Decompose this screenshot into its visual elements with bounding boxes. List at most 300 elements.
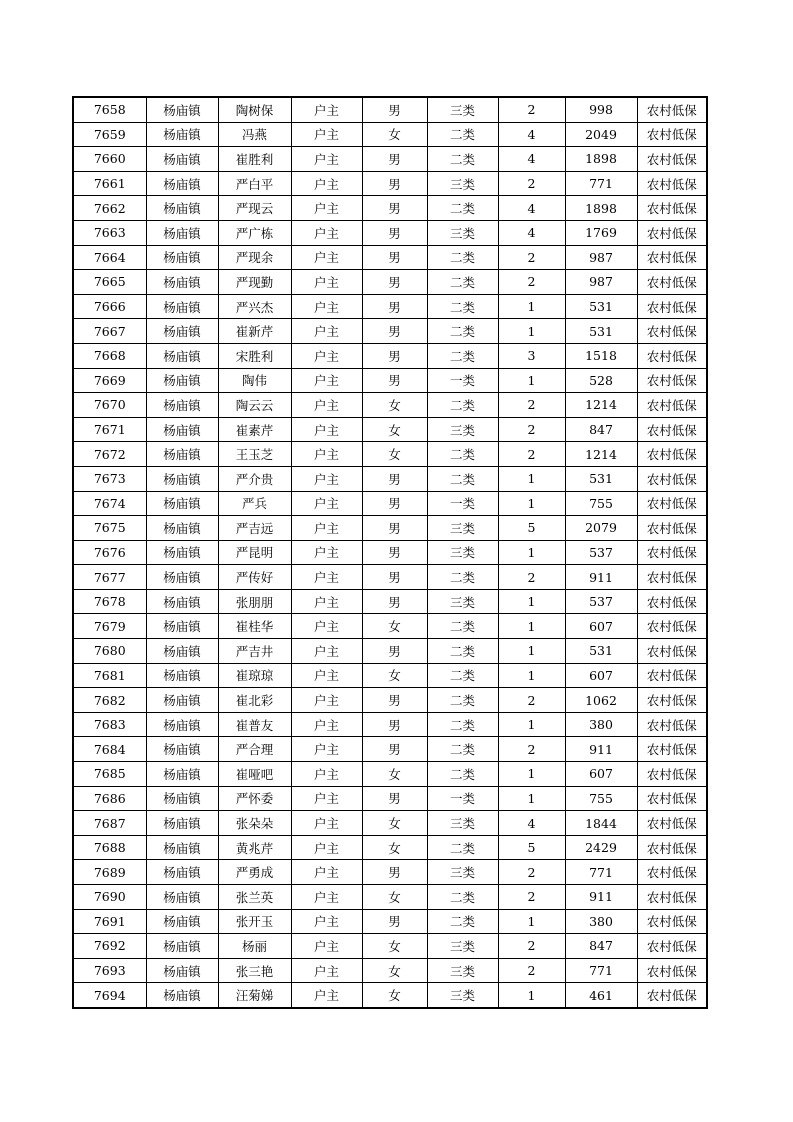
category-cell: 二类 [427,270,498,295]
name-cell: 严吉井 [218,639,291,664]
relation-cell: 户主 [291,712,362,737]
name-cell: 严现云 [218,196,291,221]
type-cell: 农村低保 [637,516,707,541]
name-cell: 杨丽 [218,934,291,959]
table-row [73,220,707,245]
members-cell: 1 [498,491,565,516]
members-cell: 5 [498,516,565,541]
category-cell: 三类 [427,958,498,983]
category-cell: 一类 [427,491,498,516]
relation-cell: 户主 [291,393,362,418]
name-cell: 陶伟 [218,368,291,393]
name-cell: 张开玉 [218,909,291,934]
serial-cell: 7692 [73,934,146,959]
relation-cell: 户主 [291,835,362,860]
name-cell: 崔桂华 [218,614,291,639]
category-cell: 三类 [427,417,498,442]
category-cell: 二类 [427,343,498,368]
town-cell: 杨庙镇 [146,343,218,368]
name-cell: 严昆明 [218,540,291,565]
name-cell: 严兴杰 [218,294,291,319]
amount-cell: 528 [565,368,637,393]
relation-cell: 户主 [291,885,362,910]
town-cell: 杨庙镇 [146,958,218,983]
relation-cell: 户主 [291,466,362,491]
gender-cell: 女 [362,811,427,836]
name-cell: 严现余 [218,245,291,270]
name-cell: 崔琼琼 [218,663,291,688]
name-cell: 严吉远 [218,516,291,541]
type-cell: 农村低保 [637,958,707,983]
amount-cell: 1214 [565,393,637,418]
members-cell: 2 [498,565,565,590]
relation-cell: 户主 [291,958,362,983]
amount-cell: 771 [565,860,637,885]
table-row [73,762,707,787]
members-cell: 2 [498,245,565,270]
category-cell: 二类 [427,712,498,737]
members-cell: 1 [498,614,565,639]
table-row [73,491,707,516]
relation-cell: 户主 [291,97,362,122]
gender-cell: 女 [362,762,427,787]
gender-cell: 男 [362,540,427,565]
category-cell: 二类 [427,294,498,319]
category-cell: 二类 [427,565,498,590]
table-row [73,688,707,713]
amount-cell: 847 [565,417,637,442]
members-cell: 2 [498,688,565,713]
amount-cell: 998 [565,97,637,122]
table-row [73,171,707,196]
serial-cell: 7678 [73,589,146,614]
town-cell: 杨庙镇 [146,393,218,418]
serial-cell: 7674 [73,491,146,516]
category-cell: 三类 [427,589,498,614]
serial-cell: 7669 [73,368,146,393]
amount-cell: 607 [565,614,637,639]
gender-cell: 男 [362,294,427,319]
category-cell: 二类 [427,688,498,713]
serial-cell: 7670 [73,393,146,418]
name-cell: 严传好 [218,565,291,590]
table-row [73,811,707,836]
town-cell: 杨庙镇 [146,712,218,737]
gender-cell: 女 [362,958,427,983]
town-cell: 杨庙镇 [146,122,218,147]
table-row [73,147,707,172]
members-cell: 2 [498,417,565,442]
gender-cell: 女 [362,934,427,959]
relation-cell: 户主 [291,270,362,295]
name-cell: 崔新芹 [218,319,291,344]
members-cell: 1 [498,786,565,811]
serial-cell: 7681 [73,663,146,688]
members-cell: 2 [498,737,565,762]
table-row [73,909,707,934]
name-cell: 严白平 [218,171,291,196]
town-cell: 杨庙镇 [146,171,218,196]
type-cell: 农村低保 [637,294,707,319]
gender-cell: 女 [362,983,427,1008]
members-cell: 4 [498,196,565,221]
members-cell: 1 [498,294,565,319]
table-row [73,639,707,664]
town-cell: 杨庙镇 [146,147,218,172]
serial-cell: 7687 [73,811,146,836]
table-row [73,934,707,959]
relation-cell: 户主 [291,811,362,836]
name-cell: 张三艳 [218,958,291,983]
town-cell: 杨庙镇 [146,270,218,295]
amount-cell: 537 [565,540,637,565]
town-cell: 杨庙镇 [146,491,218,516]
serial-cell: 7672 [73,442,146,467]
table-row [73,540,707,565]
serial-cell: 7690 [73,885,146,910]
table-row [73,565,707,590]
type-cell: 农村低保 [637,688,707,713]
town-cell: 杨庙镇 [146,688,218,713]
members-cell: 1 [498,368,565,393]
gender-cell: 男 [362,491,427,516]
relation-cell: 户主 [291,909,362,934]
serial-cell: 7665 [73,270,146,295]
gender-cell: 男 [362,639,427,664]
relation-cell: 户主 [291,122,362,147]
table-row [73,614,707,639]
amount-cell: 911 [565,737,637,762]
town-cell: 杨庙镇 [146,663,218,688]
table-row [73,958,707,983]
gender-cell: 女 [362,614,427,639]
type-cell: 农村低保 [637,589,707,614]
amount-cell: 987 [565,245,637,270]
gender-cell: 男 [362,220,427,245]
table-row [73,270,707,295]
town-cell: 杨庙镇 [146,762,218,787]
members-cell: 2 [498,393,565,418]
category-cell: 二类 [427,393,498,418]
type-cell: 农村低保 [637,491,707,516]
name-cell: 陶云云 [218,393,291,418]
category-cell: 三类 [427,97,498,122]
members-cell: 1 [498,762,565,787]
members-cell: 1 [498,639,565,664]
table-row [73,885,707,910]
type-cell: 农村低保 [637,245,707,270]
members-cell: 2 [498,958,565,983]
town-cell: 杨庙镇 [146,737,218,762]
table-row [73,983,707,1008]
serial-cell: 7661 [73,171,146,196]
amount-cell: 2429 [565,835,637,860]
town-cell: 杨庙镇 [146,196,218,221]
category-cell: 二类 [427,319,498,344]
relation-cell: 户主 [291,614,362,639]
category-cell: 三类 [427,540,498,565]
category-cell: 三类 [427,171,498,196]
category-cell: 三类 [427,811,498,836]
table-row [73,245,707,270]
type-cell: 农村低保 [637,97,707,122]
amount-cell: 461 [565,983,637,1008]
gender-cell: 男 [362,688,427,713]
table-row [73,122,707,147]
table-row [73,663,707,688]
amount-cell: 1062 [565,688,637,713]
members-cell: 5 [498,835,565,860]
table-row [73,368,707,393]
name-cell: 崔北彩 [218,688,291,713]
type-cell: 农村低保 [637,663,707,688]
gender-cell: 女 [362,417,427,442]
gender-cell: 男 [362,712,427,737]
town-cell: 杨庙镇 [146,786,218,811]
amount-cell: 1214 [565,442,637,467]
serial-cell: 7691 [73,909,146,934]
relation-cell: 户主 [291,196,362,221]
category-cell: 二类 [427,762,498,787]
serial-cell: 7662 [73,196,146,221]
serial-cell: 7664 [73,245,146,270]
gender-cell: 女 [362,122,427,147]
relation-cell: 户主 [291,663,362,688]
name-cell: 严怀委 [218,786,291,811]
relation-cell: 户主 [291,786,362,811]
name-cell: 陶树保 [218,97,291,122]
category-cell: 二类 [427,442,498,467]
amount-cell: 847 [565,934,637,959]
type-cell: 农村低保 [637,811,707,836]
relation-cell: 户主 [291,245,362,270]
category-cell: 三类 [427,860,498,885]
relation-cell: 户主 [291,368,362,393]
table-row [73,516,707,541]
members-cell: 1 [498,466,565,491]
type-cell: 农村低保 [637,762,707,787]
type-cell: 农村低保 [637,712,707,737]
amount-cell: 607 [565,762,637,787]
serial-cell: 7676 [73,540,146,565]
amount-cell: 1844 [565,811,637,836]
type-cell: 农村低保 [637,147,707,172]
gender-cell: 男 [362,466,427,491]
table-row [73,835,707,860]
relation-cell: 户主 [291,639,362,664]
category-cell: 二类 [427,885,498,910]
amount-cell: 987 [565,270,637,295]
category-cell: 二类 [427,245,498,270]
serial-cell: 7682 [73,688,146,713]
town-cell: 杨庙镇 [146,835,218,860]
type-cell: 农村低保 [637,909,707,934]
gender-cell: 男 [362,368,427,393]
relation-cell: 户主 [291,442,362,467]
type-cell: 农村低保 [637,885,707,910]
name-cell: 严介贵 [218,466,291,491]
gender-cell: 男 [362,909,427,934]
town-cell: 杨庙镇 [146,934,218,959]
table-body [73,97,707,1008]
type-cell: 农村低保 [637,220,707,245]
relation-cell: 户主 [291,294,362,319]
town-cell: 杨庙镇 [146,860,218,885]
town-cell: 杨庙镇 [146,885,218,910]
type-cell: 农村低保 [637,393,707,418]
amount-cell: 2079 [565,516,637,541]
relation-cell: 户主 [291,934,362,959]
table-row [73,466,707,491]
gender-cell: 女 [362,393,427,418]
table-row [73,417,707,442]
members-cell: 4 [498,147,565,172]
amount-cell: 380 [565,712,637,737]
serial-cell: 7668 [73,343,146,368]
serial-cell: 7667 [73,319,146,344]
amount-cell: 911 [565,565,637,590]
type-cell: 农村低保 [637,368,707,393]
gender-cell: 女 [362,442,427,467]
category-cell: 二类 [427,466,498,491]
category-cell: 三类 [427,516,498,541]
category-cell: 一类 [427,368,498,393]
serial-cell: 7666 [73,294,146,319]
serial-cell: 7686 [73,786,146,811]
category-cell: 二类 [427,663,498,688]
type-cell: 农村低保 [637,614,707,639]
type-cell: 农村低保 [637,786,707,811]
relation-cell: 户主 [291,565,362,590]
gender-cell: 男 [362,737,427,762]
name-cell: 严兵 [218,491,291,516]
members-cell: 4 [498,811,565,836]
type-cell: 农村低保 [637,343,707,368]
town-cell: 杨庙镇 [146,811,218,836]
relation-cell: 户主 [291,589,362,614]
amount-cell: 1898 [565,147,637,172]
members-cell: 1 [498,540,565,565]
gender-cell: 男 [362,97,427,122]
category-cell: 二类 [427,122,498,147]
category-cell: 二类 [427,614,498,639]
serial-cell: 7660 [73,147,146,172]
town-cell: 杨庙镇 [146,516,218,541]
name-cell: 张朋朋 [218,589,291,614]
town-cell: 杨庙镇 [146,589,218,614]
amount-cell: 771 [565,958,637,983]
table-row [73,393,707,418]
amount-cell: 1769 [565,220,637,245]
serial-cell: 7680 [73,639,146,664]
amount-cell: 531 [565,639,637,664]
relation-cell: 户主 [291,983,362,1008]
relation-cell: 户主 [291,516,362,541]
town-cell: 杨庙镇 [146,97,218,122]
gender-cell: 男 [362,565,427,590]
type-cell: 农村低保 [637,639,707,664]
table-row [73,343,707,368]
serial-cell: 7671 [73,417,146,442]
type-cell: 农村低保 [637,835,707,860]
amount-cell: 531 [565,466,637,491]
table-row [73,97,707,122]
amount-cell: 537 [565,589,637,614]
gender-cell: 女 [362,885,427,910]
type-cell: 农村低保 [637,860,707,885]
town-cell: 杨庙镇 [146,220,218,245]
serial-cell: 7663 [73,220,146,245]
relation-cell: 户主 [291,220,362,245]
name-cell: 冯燕 [218,122,291,147]
town-cell: 杨庙镇 [146,245,218,270]
members-cell: 1 [498,983,565,1008]
category-cell: 二类 [427,639,498,664]
amount-cell: 531 [565,294,637,319]
amount-cell: 911 [565,885,637,910]
type-cell: 农村低保 [637,270,707,295]
relation-cell: 户主 [291,860,362,885]
gender-cell: 男 [362,343,427,368]
town-cell: 杨庙镇 [146,442,218,467]
amount-cell: 755 [565,491,637,516]
gender-cell: 男 [362,516,427,541]
members-cell: 1 [498,663,565,688]
gender-cell: 男 [362,270,427,295]
members-cell: 1 [498,319,565,344]
data-table [72,96,708,1009]
members-cell: 1 [498,589,565,614]
category-cell: 三类 [427,983,498,1008]
category-cell: 二类 [427,909,498,934]
members-cell: 3 [498,343,565,368]
table-row [73,442,707,467]
type-cell: 农村低保 [637,122,707,147]
name-cell: 严现勤 [218,270,291,295]
category-cell: 三类 [427,220,498,245]
table-row [73,786,707,811]
type-cell: 农村低保 [637,319,707,344]
relation-cell: 户主 [291,171,362,196]
town-cell: 杨庙镇 [146,319,218,344]
town-cell: 杨庙镇 [146,639,218,664]
amount-cell: 1518 [565,343,637,368]
town-cell: 杨庙镇 [146,466,218,491]
members-cell: 2 [498,885,565,910]
town-cell: 杨庙镇 [146,368,218,393]
name-cell: 崔普友 [218,712,291,737]
serial-cell: 7689 [73,860,146,885]
category-cell: 二类 [427,196,498,221]
gender-cell: 女 [362,663,427,688]
table-row [73,589,707,614]
serial-cell: 7684 [73,737,146,762]
town-cell: 杨庙镇 [146,294,218,319]
type-cell: 农村低保 [637,442,707,467]
gender-cell: 男 [362,171,427,196]
relation-cell: 户主 [291,737,362,762]
relation-cell: 户主 [291,491,362,516]
name-cell: 黄兆芹 [218,835,291,860]
members-cell: 2 [498,97,565,122]
name-cell: 严勇成 [218,860,291,885]
relation-cell: 户主 [291,319,362,344]
amount-cell: 380 [565,909,637,934]
members-cell: 2 [498,442,565,467]
name-cell: 崔胜利 [218,147,291,172]
category-cell: 二类 [427,835,498,860]
name-cell: 严广栋 [218,220,291,245]
